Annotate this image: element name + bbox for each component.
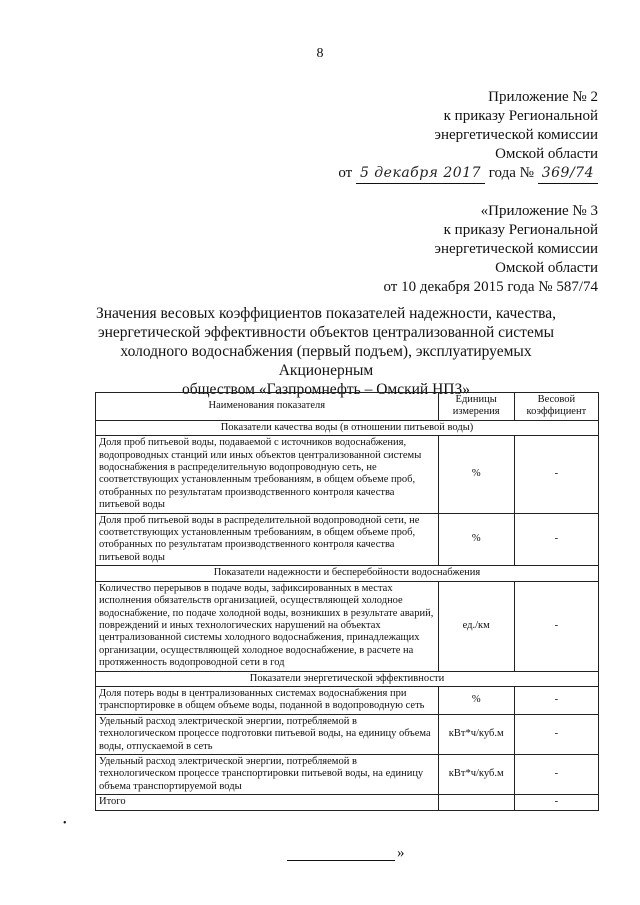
total-unit — [438, 795, 514, 810]
row-name: Удельный расход электрической энергии, потребляемой в технологическом процессе транспортировки питьевой воды, на единицу объема транспортируемой воды — [96, 754, 439, 794]
row-unit: ед./км — [438, 581, 514, 671]
prev-appendix-order-line: к приказу Региональной — [443, 222, 598, 238]
table-row — [96, 714, 599, 754]
document-title — [85, 304, 567, 399]
row-coef: - — [514, 513, 598, 566]
title-line: обществом «Газпромнефть – Омский НПЗ» — [181, 381, 470, 398]
header-unit: Единицы измерения — [438, 393, 514, 421]
section-row-efficiency — [96, 671, 599, 686]
section-row-reliability — [96, 566, 599, 581]
appendix-commission-line: энергетической комиссии — [434, 127, 598, 143]
date-prefix: от — [338, 165, 353, 181]
appendix-current-block — [338, 88, 598, 184]
appendix-previous-block — [383, 202, 598, 297]
row-name: Доля проб питьевой воды, подаваемой с источников водоснабжения, водопроводных станций или иных объектов централизованной системы водоснабжения в распределительную водопроводную сеть, не соответствующих установленным требованиям, в общем объеме проб, отобранных по результатам производственного контроля качества питьевой воды — [96, 436, 439, 513]
prev-appendix-region-line: Омской области — [495, 260, 598, 276]
row-coef: - — [514, 754, 598, 794]
total-name: Итого — [96, 795, 439, 810]
row-coef: - — [514, 686, 598, 714]
appendix-region-line: Омской области — [495, 146, 598, 162]
table-row — [96, 436, 599, 513]
appendix-date-line — [338, 164, 598, 184]
row-name: Количество перерывов в подаче воды, зафиксированных в местах исполнения обязательств организацией, осуществляющей холодное водоснабжение, по подаче холодной воды, возникших в результате аварий, повреждений и иных технологических нарушений на объектах централизованной системы холодного водоснабжения, принадлежащих организации, осуществляющей холодное водоснабжение, в расчете на протяженность водопроводной сети в год — [96, 581, 439, 671]
margin-mark: • — [63, 818, 67, 829]
closing-rule — [287, 852, 395, 861]
row-coef: - — [514, 436, 598, 513]
date-suffix: года № — [488, 165, 534, 181]
page-number: 8 — [316, 46, 324, 61]
table-row — [96, 686, 599, 714]
title-line: Значения весовых коэффициентов показателей надежности, качества, — [95, 305, 557, 322]
table-row — [96, 513, 599, 566]
row-name: Доля потерь воды в централизованных системах водоснабжения при транспортировке в общем объеме воды, поданной в водопроводную сеть — [96, 686, 439, 714]
row-name: Удельный расход электрической энергии, потребляемой в технологическом процессе подготовки питьевой воды, на единицу объема воды, отпускаемой в сеть — [96, 714, 439, 754]
table-row — [96, 581, 599, 671]
header-coef: Весовой коэффициент — [514, 393, 598, 421]
table-header-row — [96, 393, 599, 421]
appendix-order-line: к приказу Региональной — [443, 108, 598, 124]
closing-quote: » — [397, 845, 405, 861]
section-title: Показатели надежности и бесперебойности водоснабжения — [96, 566, 599, 581]
prev-appendix-commission-line: энергетической комиссии — [434, 241, 598, 257]
row-unit: кВт*ч/куб.м — [438, 754, 514, 794]
row-coef: - — [514, 581, 598, 671]
title-line: холодного водоснабжения (первый подъем), эксплуатируемых Акционерным — [120, 343, 532, 379]
handwritten-number: 369/74 — [538, 164, 598, 184]
prev-appendix-title: «Приложение № 3 — [480, 203, 598, 219]
handwritten-date: 5 декабря 2017 — [356, 164, 485, 184]
section-title: Показатели энергетической эффективности — [96, 671, 599, 686]
header-name: Наименования показателя — [96, 393, 439, 421]
row-coef: - — [514, 714, 598, 754]
prev-appendix-date-line: от 10 декабря 2015 года № 587/74 — [383, 279, 598, 295]
total-row — [96, 795, 599, 810]
row-unit: % — [438, 686, 514, 714]
row-name: Доля проб питьевой воды в распределительной водопроводной сети, не соответствующих установленным требованиям, в общем объеме проб, отобранных по результатам производственного контроля качества питьевой воды — [96, 513, 439, 566]
total-coef: - — [514, 795, 598, 810]
row-unit: % — [438, 436, 514, 513]
coefficients-table — [95, 392, 599, 811]
section-row-quality — [96, 420, 599, 435]
row-unit: % — [438, 513, 514, 566]
appendix-title: Приложение № 2 — [488, 89, 598, 105]
section-title: Показатели качества воды (в отношении питьевой воды) — [96, 420, 599, 435]
title-line: энергетической эффективности объектов централизованной системы — [97, 324, 555, 341]
row-unit: кВт*ч/куб.м — [438, 714, 514, 754]
table-row — [96, 754, 599, 794]
